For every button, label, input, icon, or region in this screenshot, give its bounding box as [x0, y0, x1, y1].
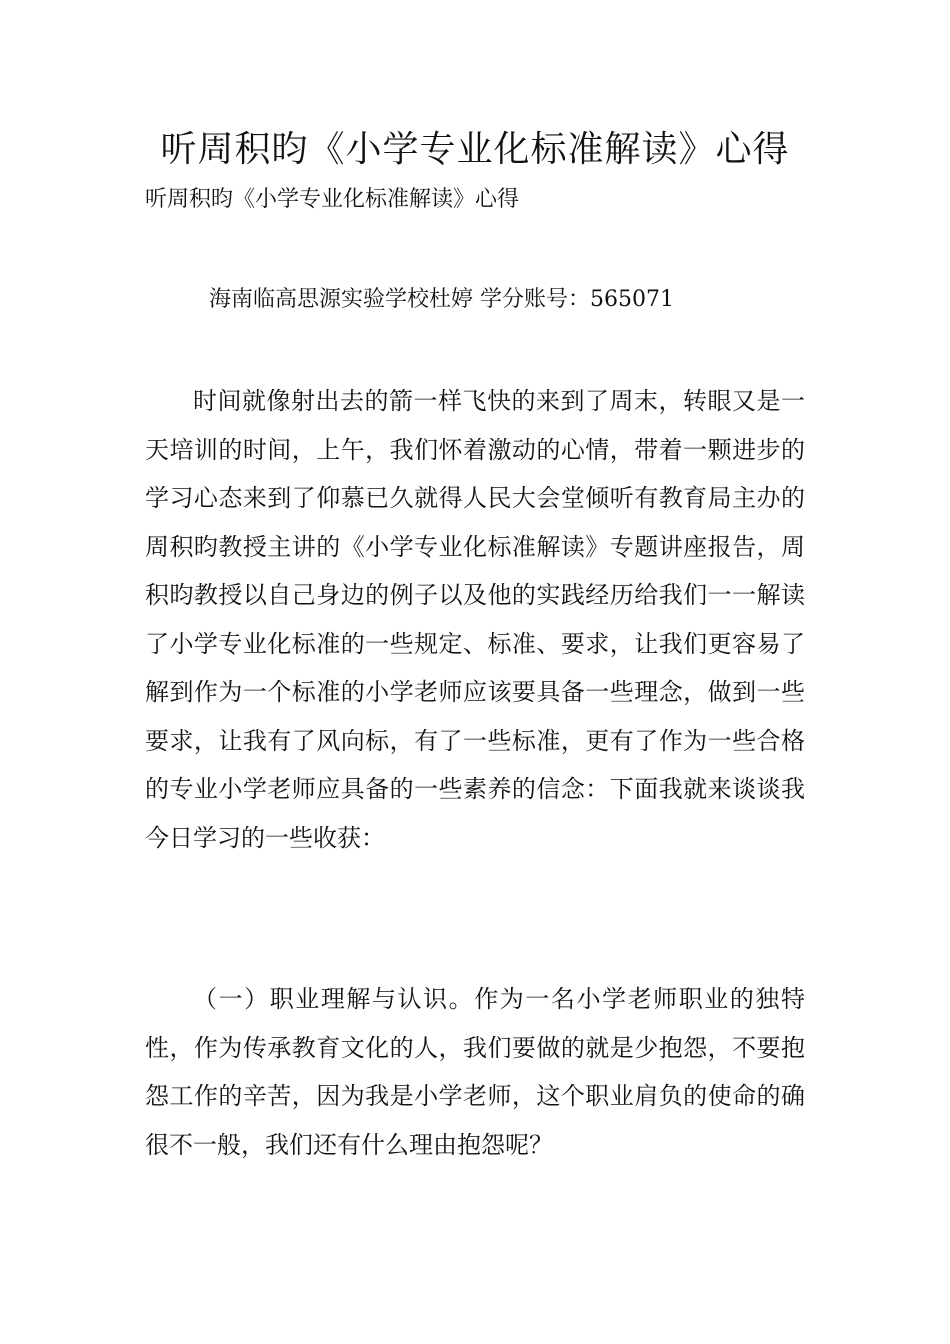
- document-subtitle: 听周积昀《小学专业化标准解读》心得: [145, 187, 520, 212]
- author-line: 海南临高思源实验学校杜婷 学分账号：565071: [209, 287, 674, 312]
- body-paragraph-1: 时间就像射出去的箭一样飞快的来到了周末，转眼又是一天培训的时间，上午，我们怀着激动的心情，带着一颗进步的学习心态来到了仰慕已久就得人民大会堂倾听有教育局主办的周积昀教授主讲的《小学专业化标准解读》专题讲座报告，周积昀教授以自己身边的例子以及他的实践经历给我们一一解读了小学专业化标准的一些规定、标准、要求，让我们更容易了解到作为一个标准的小学老师应该要具备一些理念，做到一些要求，让我有了风向标，有了一些标准，更有了作为一些合格的专业小学老师应具备的一些素养的信念：下面我就来谈谈我今日学习的一些收获：: [145, 387, 805, 852]
- document-title: 听周积昀《小学专业化标准解读》心得: [160, 129, 790, 170]
- body-paragraph-2: （一）职业理解与认识。作为一名小学老师职业的独特性，作为传承教育文化的人，我们要做的就是少抱怨，不要抱怨工作的辛苦，因为我是小学老师，这个职业肩负的使命的确很不一般，我们还有什么理由抱怨呢？: [145, 985, 805, 1159]
